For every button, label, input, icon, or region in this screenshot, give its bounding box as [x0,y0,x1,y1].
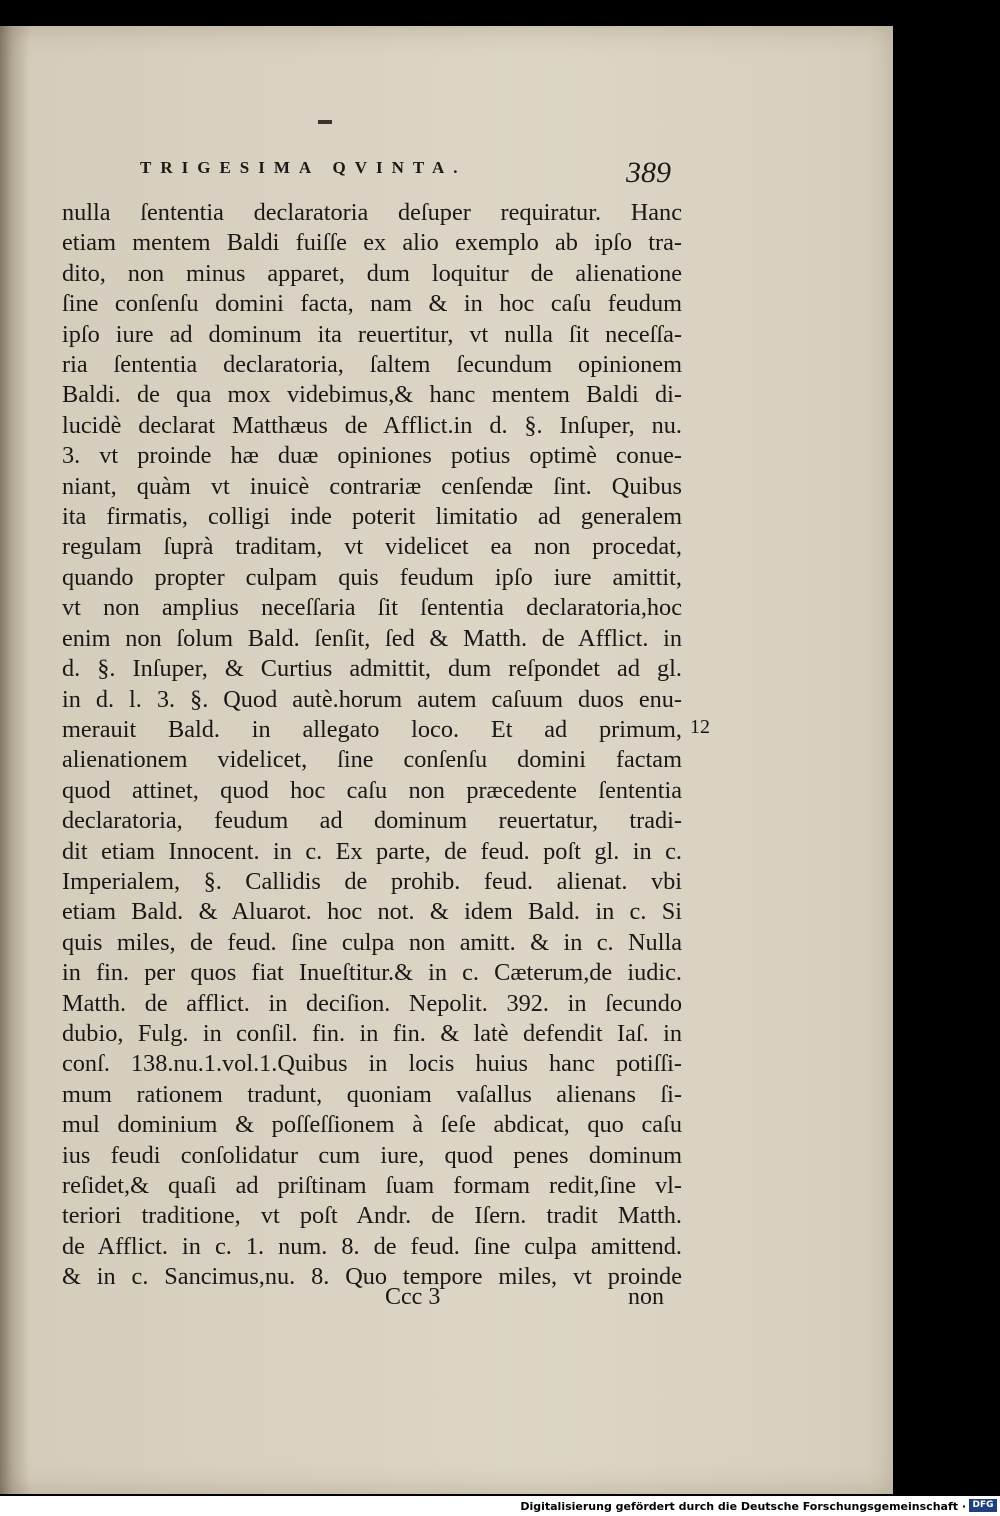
text-line: ſine conſenſu domini facta, nam & in hoc caſu feudum [62,290,682,318]
text-line: ipſo iure ad dominum ita reuertitur, vt nulla ſit neceſſa- [62,320,682,348]
text-line: quod attinet, quod hoc caſu non præcedente ſententia [62,776,682,804]
text-line: etiam mentem Baldi fuiſſe ex alio exemplo ab ipſo tra- [62,229,682,257]
text-line: in fin. per quos fiat Inueſtitur.& in c. Cæterum,de iudic. [62,959,682,987]
footer-bar [0,1496,1000,1516]
text-line: d. §. Inſuper, & Curtius admittit, dum reſpondet ad gl. [62,655,682,683]
text-line: quis miles, de feud. ſine culpa non amitt. & in c. Nulla [62,928,682,956]
text-line: regulam ſuprà traditam, vt videlicet ea non procedat, [62,533,682,561]
text-line: enim non ſolum Bald. ſenſit, ſed & Matth. de Afflict. in [62,624,682,652]
text-line: mum rationem tradunt, quoniam vaſallus alienans ſi- [62,1080,682,1108]
text-line: quando propter culpam quis feudum ipſo iure amittit, [62,563,682,591]
running-title: TRIGESIMA QVINTA. [140,158,467,177]
text-line: etiam Bald. & Aluarot. hoc not. & idem Bald. in c. Si [62,898,682,926]
text-line: ita firmatis, colligi inde poterit limitatio ad generalem [62,503,682,531]
text-line: mul dominium & poſſeſſionem à ſeſe abdicat, quo caſu [62,1111,682,1139]
text-line: teriori traditione, vt poſt Andr. de Iſern. tradit Matth. [62,1202,682,1230]
text-line: nulla ſententia declaratoria deſuper requiratur. Hanc [62,199,682,226]
text-line: Imperialem, §. Callidis de prohib. feud. alienat. vbi [62,867,682,895]
text-line: ria ſententia declaratoria, ſaltem ſecundum opinionem [62,351,682,379]
text-line: Baldi. de qua mox videbimus,& hanc mentem Baldi di- [62,381,682,409]
text-line: lucidè declarat Matthæus de Afflict.in d. §. Inſuper, nu. [62,411,682,439]
text-line: & in c. Sancimus,nu. 8. Quo tempore miles, vt proinde [62,1263,682,1291]
text-line: declaratoria, feudum ad dominum reuertatur, tradi- [62,807,682,835]
text-line: dito, non minus apparet, dum loquitur de alienatione [62,259,682,287]
catchword: non [628,1284,664,1310]
text-line: dubio, Fulg. in conſil. fin. in fin. & latè defendit Iaſ. in [62,1019,682,1047]
text-line: alienationem videlicet, ſine conſenſu domini factam [62,746,682,774]
text-line: niant, quàm vt inuicè contrariæ cenſendæ ſint. Quibus [62,472,682,500]
book-page [0,26,893,1494]
body-text [62,198,682,1293]
text-line: ius feudi conſolidatur cum iure, quod penes dominum [62,1141,682,1169]
footer-credit: Digitalisierung gefördert durch die Deutsche Forschungsgemeinschaft · [520,1500,966,1513]
text-line: 3. vt proinde hæ duæ opiniones potius optimè conue- [62,442,682,470]
text-line: in d. l. 3. §. Quod autè.horum autem caſuum duos enu- [62,685,682,713]
text-line: conſ. 138.nu.1.vol.1.Quibus in locis huius hanc potiſſi- [62,1050,682,1078]
text-line: vt non amplius neceſſaria ſit ſententia declaratoria,hoc [62,594,682,622]
text-line: reſidet,& quaſi ad priſtinam ſuam formam redit,ſine vl- [62,1172,682,1199]
ink-mark [318,120,332,124]
margin-note: 12 [690,716,710,738]
page-number: 389 [626,156,671,189]
text-line: merauit Bald. in allegato loco. Et ad primum, [62,715,682,743]
dfg-logo: DFG [969,1499,997,1512]
signature-mark: Ccc 3 [385,1284,441,1310]
text-line: de Afflict. in c. 1. num. 8. de feud. ſine culpa amittend. [62,1232,682,1260]
text-line: dit etiam Innocent. in c. Ex parte, de feud. poſt gl. in c. [62,837,682,865]
text-line: Matth. de afflict. in deciſion. Nepolit. 392. in ſecundo [62,989,682,1017]
